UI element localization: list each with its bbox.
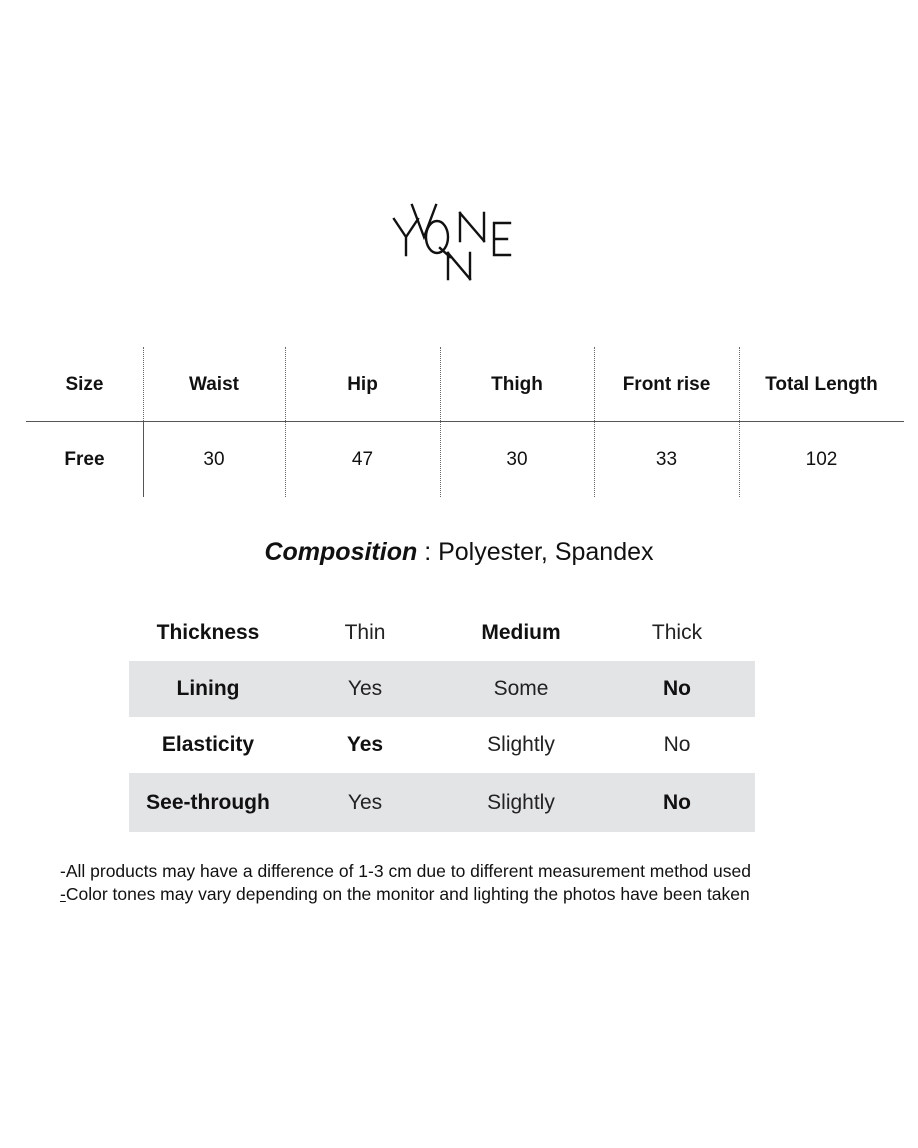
header-hip: Hip xyxy=(347,373,378,395)
brand-logo-mark xyxy=(390,195,520,285)
cell-front-rise: 33 xyxy=(655,448,678,470)
disclaimer-notes xyxy=(60,860,900,906)
table-divider-dotted xyxy=(143,347,144,421)
header-total-length: Total Length xyxy=(765,373,878,395)
header-front-rise: Front rise xyxy=(622,373,711,395)
table-divider-dotted xyxy=(594,347,595,497)
table-divider-horizontal xyxy=(26,421,904,422)
cell-total-length: 102 xyxy=(805,448,838,470)
header-waist: Waist xyxy=(189,373,239,395)
property-row-lining xyxy=(129,661,755,717)
size-chart-header-row xyxy=(26,347,904,422)
note-color xyxy=(60,883,900,906)
note-color-text: Color tones may vary depending on the monitor and lighting the photos have been taken xyxy=(65,884,750,904)
cell-thigh: 30 xyxy=(506,448,528,470)
property-label: See-through xyxy=(146,790,270,814)
property-option-selected: No xyxy=(663,790,691,814)
table-divider-dotted xyxy=(285,347,286,497)
property-option-selected: Yes xyxy=(346,733,384,756)
note-measurement: -All products may have a difference of 1-3 cm due to different measurement method used xyxy=(60,861,751,881)
table-divider-dotted xyxy=(739,347,740,497)
property-option: Some xyxy=(493,677,549,700)
property-option: Slightly xyxy=(487,733,555,756)
table-divider-dotted xyxy=(440,347,441,497)
size-chart-table xyxy=(26,347,904,497)
property-option: Yes xyxy=(347,790,383,814)
property-option: No xyxy=(663,733,691,756)
cell-size: Free xyxy=(64,448,105,470)
property-option: Slightly xyxy=(487,790,555,814)
property-option-selected: Medium xyxy=(481,621,561,644)
property-row-thickness xyxy=(129,605,755,661)
fabric-properties-table xyxy=(129,605,755,832)
property-label: Elasticity xyxy=(161,733,255,756)
property-label: Lining xyxy=(176,677,240,700)
header-thigh: Thigh xyxy=(491,373,543,395)
header-size: Size xyxy=(65,373,104,395)
property-label: Thickness xyxy=(156,621,260,644)
property-row-elasticity xyxy=(129,717,755,773)
composition-separator: : xyxy=(417,538,439,566)
cell-waist: 30 xyxy=(203,448,225,470)
table-row xyxy=(26,422,904,497)
brand-logo xyxy=(390,195,520,285)
table-divider-solid xyxy=(143,421,144,497)
property-option: Thick xyxy=(651,621,703,644)
composition-label: Composition xyxy=(264,538,418,566)
property-row-see-through xyxy=(129,773,755,832)
note-color-dash: - xyxy=(60,884,66,904)
composition-value: Polyester, Spandex xyxy=(438,538,654,566)
property-option: Thin xyxy=(344,621,386,644)
property-option: Yes xyxy=(347,677,383,700)
composition-line xyxy=(0,538,918,567)
property-option-selected: No xyxy=(663,677,691,700)
cell-hip: 47 xyxy=(351,448,374,470)
